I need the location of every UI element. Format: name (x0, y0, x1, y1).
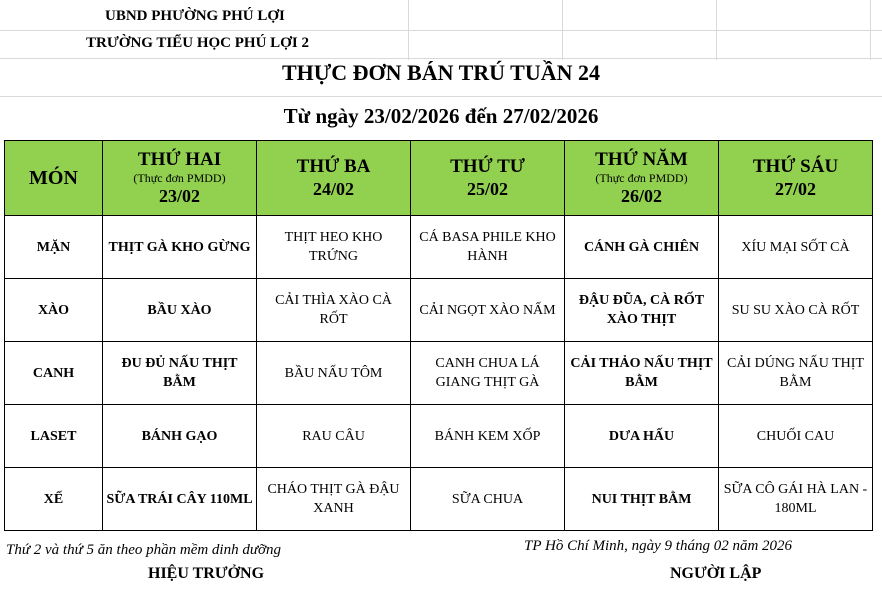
sheet-gridline (0, 30, 882, 31)
menu-cell: SU SU XÀO CÀ RỐT (719, 279, 873, 342)
table-header-row (5, 141, 873, 216)
column-header-day (257, 141, 411, 216)
menu-cell: CẢI THẢO NẤU THỊT BẰM (565, 342, 719, 405)
menu-cell: CẢI THÌA XÀO CÀ RỐT (257, 279, 411, 342)
menu-cell: CÁ BASA PHILE KHO HÀNH (411, 216, 565, 279)
day-date: 24/02 (312, 179, 354, 199)
day-date: 23/02 (158, 186, 200, 206)
column-header-dish: MÓN (5, 141, 103, 216)
menu-cell: ĐẬU ĐŨA, CÀ RỐT XÀO THỊT (565, 279, 719, 342)
dish-type-cell: XÀO (5, 279, 103, 342)
menu-cell: CANH CHUA LÁ GIANG THỊT GÀ (411, 342, 565, 405)
menu-cell: SỮA TRÁI CÂY 110ML (103, 468, 257, 531)
dish-type-cell: LASET (5, 405, 103, 468)
menu-cell: XÍU MẠI SỐT CÀ (719, 216, 873, 279)
sheet-gridline (0, 58, 882, 59)
menu-cell: BÁNH KEM XỐP (411, 405, 565, 468)
signer-principal: HIỆU TRƯỞNG (148, 565, 265, 582)
day-name: THỨ NĂM (595, 149, 688, 170)
menu-cell: SỮA CÔ GÁI HÀ LAN - 180ML (719, 468, 873, 531)
menu-cell: CẢI NGỌT XÀO NẤM (411, 279, 565, 342)
column-header-day (103, 141, 257, 216)
menu-cell: ĐU ĐỦ NẤU THỊT BẰM (103, 342, 257, 405)
day-note: (Thực đơn PMDD) (133, 171, 226, 185)
menu-cell: CHUỐI CAU (719, 405, 873, 468)
footnote: Thứ 2 và thứ 5 ăn theo phần mềm dinh dưỡng (6, 542, 282, 558)
day-note: (Thực đơn PMDD) (595, 171, 688, 185)
menu-cell: BẦU NẤU TÔM (257, 342, 411, 405)
menu-cell: BẦU XÀO (103, 279, 257, 342)
day-name: THỨ HAI (137, 149, 222, 170)
menu-cell: CẢI DÚNG NẤU THỊT BẰM (719, 342, 873, 405)
menu-cell: BÁNH GẠO (103, 405, 257, 468)
menu-cell: CHÁO THỊT GÀ ĐẬU XANH (257, 468, 411, 531)
date-range: Từ ngày 23/02/2026 đến 27/02/2026 (283, 104, 599, 128)
menu-cell: NUI THỊT BẰM (565, 468, 719, 531)
column-header-day (565, 141, 719, 216)
org-line-1: UBND PHƯỜNG PHÚ LỢI (105, 8, 285, 24)
table-row (5, 216, 873, 279)
table-row (5, 279, 873, 342)
sheet-gridline (0, 96, 882, 97)
page-title: THỰC ĐƠN BÁN TRÚ TUẦN 24 (281, 60, 600, 85)
menu-cell: RAU CÂU (257, 405, 411, 468)
day-date: 26/02 (620, 186, 662, 206)
table-row (5, 405, 873, 468)
day-name: THỨ TƯ (450, 156, 525, 177)
day-name: THỨ SÁU (752, 156, 839, 177)
column-header-day (719, 141, 873, 216)
day-date: 27/02 (774, 179, 816, 199)
dish-type-cell: MẶN (5, 216, 103, 279)
menu-cell: CÁNH GÀ CHIÊN (565, 216, 719, 279)
org-line-2: TRƯỜNG TIỂU HỌC PHÚ LỢI 2 (86, 35, 309, 51)
menu-cell: THỊT HEO KHO TRỨNG (257, 216, 411, 279)
place-date: TP Hồ Chí Minh, ngày 9 tháng 02 năm 2026 (524, 538, 793, 554)
menu-cell: SỮA CHUA (411, 468, 565, 531)
dish-type-cell: CANH (5, 342, 103, 405)
column-header-day (411, 141, 565, 216)
day-name: THỨ BA (296, 156, 371, 177)
menu-cell: DƯA HẤU (565, 405, 719, 468)
signer-preparer: NGƯỜI LẬP (670, 565, 762, 582)
table-row (5, 342, 873, 405)
day-date: 25/02 (466, 179, 508, 199)
menu-table (4, 140, 873, 531)
table-row (5, 468, 873, 531)
dish-type-cell: XẾ (5, 468, 103, 531)
menu-cell: THỊT GÀ KHO GỪNG (103, 216, 257, 279)
